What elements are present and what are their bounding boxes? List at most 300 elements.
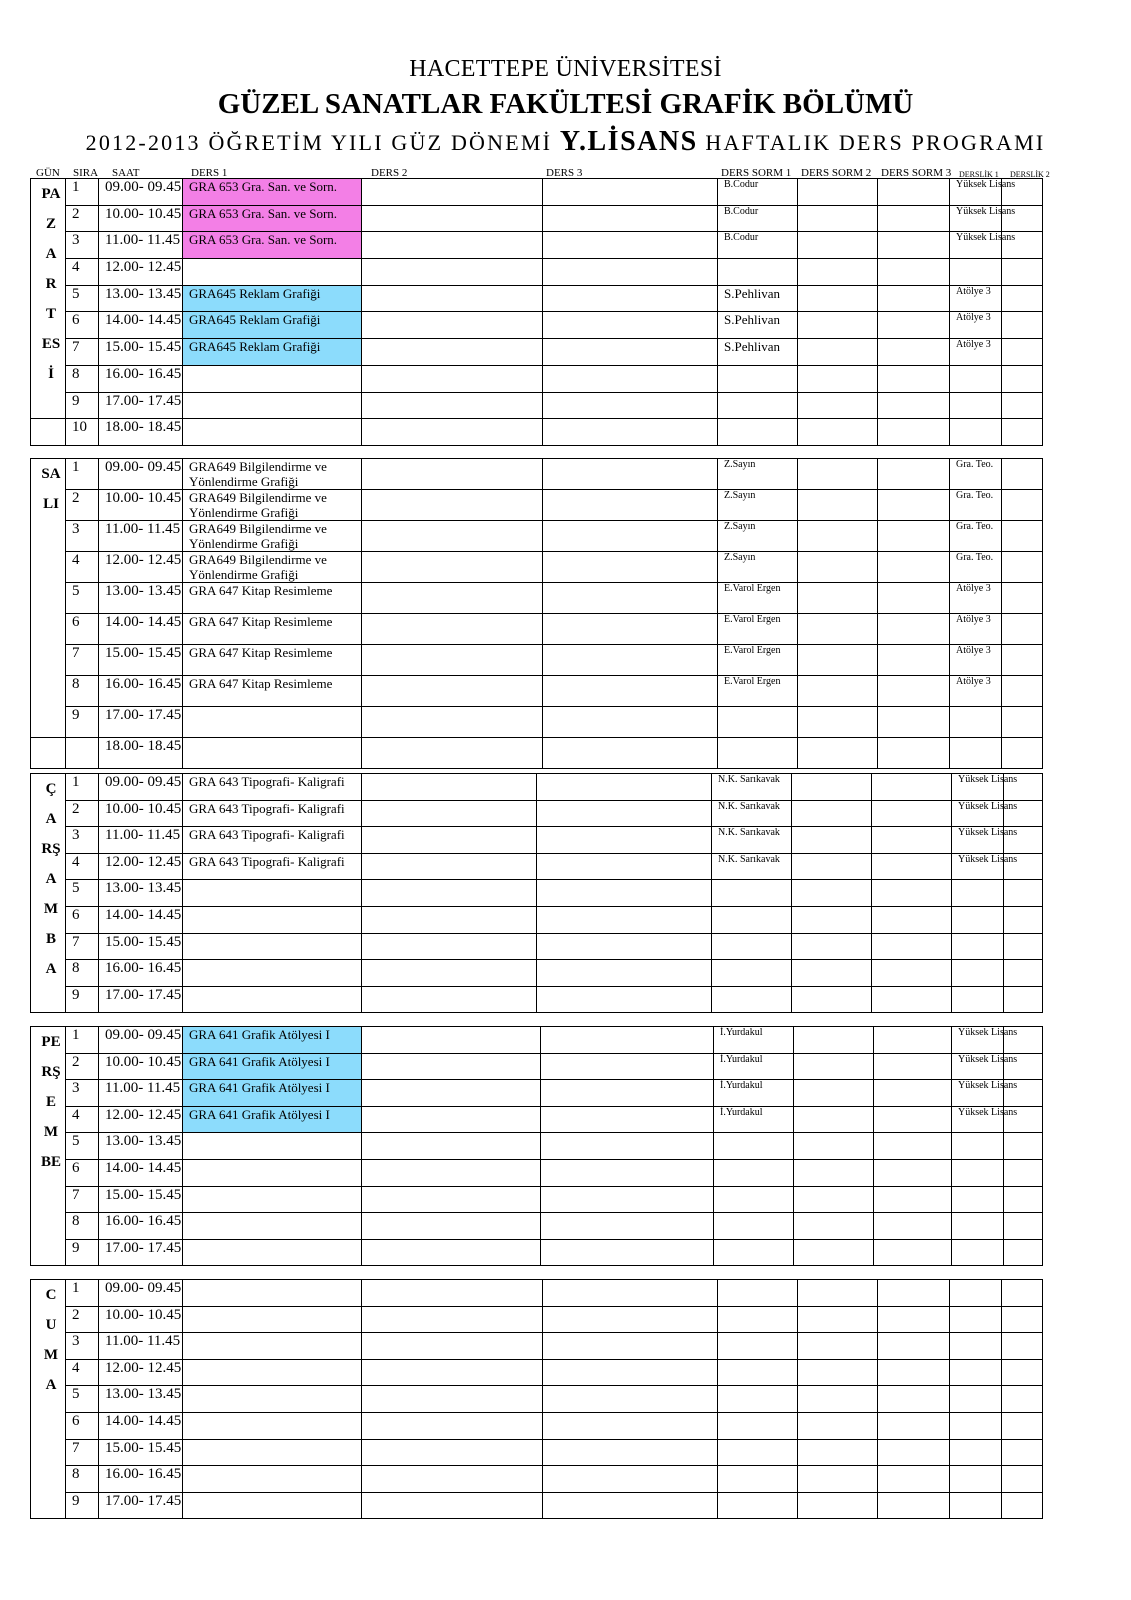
- teacher-cell-3: [878, 1439, 950, 1466]
- teacher-cell: [718, 1306, 798, 1333]
- slot-time: 10.00- 10.45: [99, 1306, 183, 1333]
- course-cell-2: [362, 339, 543, 366]
- slot-time: 09.00- 09.45: [99, 179, 183, 206]
- room-cell: Yüksek Lisans: [950, 232, 1002, 259]
- day-table-4: [30, 1026, 1043, 1266]
- course-cell-2: [362, 800, 537, 827]
- day-name: CUMA: [43, 1287, 59, 1393]
- teacher-cell-3: [878, 1412, 950, 1439]
- slot-time: 13.00- 13.45: [99, 1386, 183, 1413]
- teacher-cell-2: [792, 853, 872, 880]
- teacher-cell: [718, 419, 798, 446]
- slot-time: 15.00- 15.45: [99, 933, 183, 960]
- room-cell-2: [1002, 1280, 1043, 1307]
- room-cell: [952, 906, 1004, 933]
- teacher-cell-3: [878, 1466, 950, 1493]
- col-header-sorm1: DERS SORM 1: [721, 167, 792, 179]
- teacher-cell: S.Pehlivan: [718, 339, 798, 366]
- col-header-ders2: DERS 2: [371, 167, 408, 179]
- slot-time: 13.00- 13.45: [99, 880, 183, 907]
- course-cell: [183, 285, 362, 312]
- course-cell: [183, 906, 362, 933]
- slot-time: 13.00- 13.45: [99, 285, 183, 312]
- course-name: GRA649 Bilgilendirme ve Yönlendirme Grafiği: [189, 490, 327, 520]
- teacher-cell: E.Varol Ergen: [718, 583, 798, 614]
- slot-time: 09.00- 09.45: [99, 774, 183, 801]
- teacher-cell-2: [798, 583, 878, 614]
- col-header-sorm3: DERS SORM 3: [881, 167, 952, 179]
- course-cell-2: [362, 1133, 541, 1160]
- room-cell: Yüksek Lisans: [952, 774, 1004, 801]
- course-cell-3: [543, 552, 718, 583]
- teacher-cell-3: [872, 774, 952, 801]
- teacher-cell-2: [792, 960, 872, 987]
- slot-time: 11.00- 11.45: [99, 521, 183, 552]
- teacher-cell-2: [794, 1239, 874, 1266]
- room-cell-2: [1002, 707, 1043, 738]
- teacher-cell: [718, 1439, 798, 1466]
- teacher-cell: [718, 1386, 798, 1413]
- col-header-derslik2: DERSLİK 2: [1010, 170, 1050, 179]
- teacher-cell-3: [878, 583, 950, 614]
- room-cell-2: [1002, 1439, 1043, 1466]
- course-name: GRA 643 Tipografi- Kaligrafi: [189, 853, 345, 869]
- room-cell: Atölye 3: [950, 645, 1002, 676]
- teacher-cell-2: [794, 1186, 874, 1213]
- room-cell-2: [1002, 1359, 1043, 1386]
- room-cell: Atölye 3: [950, 285, 1002, 312]
- teacher-cell-3: [872, 986, 952, 1013]
- teacher-cell-2: [792, 986, 872, 1013]
- course-cell: [183, 552, 362, 583]
- teacher-cell-3: [878, 179, 950, 206]
- slot-number: 5: [66, 285, 99, 312]
- teacher-cell-2: [794, 1027, 874, 1054]
- slot-number: 1: [66, 774, 99, 801]
- room-cell: [950, 392, 1002, 419]
- teacher-cell-2: [794, 1213, 874, 1240]
- course-cell-3: [543, 365, 718, 392]
- teacher-cell-3: [878, 614, 950, 645]
- course-name: GRA 641 Grafik Atölyesi I: [189, 1027, 330, 1042]
- room-cell: Atölye 3: [950, 339, 1002, 366]
- slot-number: 4: [66, 853, 99, 880]
- slot-number: 9: [66, 392, 99, 419]
- room-cell: [952, 1159, 1004, 1186]
- course-cell-2: [362, 906, 537, 933]
- course-cell: [183, 853, 362, 880]
- teacher-cell-2: [794, 1106, 874, 1133]
- day-name: PERŞEMBE: [41, 1034, 62, 1170]
- course-cell-3: [543, 676, 718, 707]
- slot-number: 8: [66, 960, 99, 987]
- course-cell-2: [362, 1027, 541, 1054]
- day-table-2: [30, 458, 1043, 769]
- course-cell-2: [362, 738, 543, 769]
- room-cell-2: [1002, 285, 1043, 312]
- course-cell: [183, 880, 362, 907]
- course-cell-2: [362, 1186, 541, 1213]
- course-name: GRA649 Bilgilendirme ve Yönlendirme Grafiği: [189, 521, 327, 551]
- teacher-cell-2: [798, 738, 878, 769]
- course-cell: [183, 645, 362, 676]
- teacher-cell-3: [878, 738, 950, 769]
- teacher-cell-2: [798, 1359, 878, 1386]
- room-cell-2: [1002, 490, 1043, 521]
- room-cell: [952, 933, 1004, 960]
- course-cell-3: [543, 259, 718, 286]
- faculty-title: GÜZEL SANATLAR FAKÜLTESİ GRAFİK BÖLÜMÜ: [217, 88, 914, 120]
- course-name: GRA 643 Tipografi- Kaligrafi: [189, 774, 345, 789]
- course-cell: [183, 738, 362, 769]
- course-cell-2: [362, 986, 537, 1013]
- teacher-cell-3: [874, 1239, 952, 1266]
- course-cell-2: [362, 179, 543, 206]
- table-row: [31, 614, 1043, 645]
- course-cell-2: [362, 1306, 543, 1333]
- slot-time: 10.00- 10.45: [99, 800, 183, 827]
- course-name: GRA645 Reklam Grafiği: [189, 312, 321, 328]
- slot-time: 12.00- 12.45: [99, 552, 183, 583]
- table-row: [31, 1186, 1043, 1213]
- course-cell-2: [362, 645, 543, 676]
- slot-number: 7: [66, 645, 99, 676]
- teacher-cell-3: [874, 1133, 952, 1160]
- slot-time: 16.00- 16.45: [99, 676, 183, 707]
- table-row: [31, 459, 1043, 490]
- course-cell-3: [543, 392, 718, 419]
- course-cell-2: [362, 365, 543, 392]
- course-name: GRA649 Bilgilendirme ve Yönlendirme Grafiği: [189, 552, 327, 582]
- teacher-cell-3: [878, 645, 950, 676]
- slot-number: [66, 738, 99, 769]
- teacher-cell: [714, 1159, 794, 1186]
- room-cell-2: [1002, 1412, 1043, 1439]
- teacher-cell: Z.Sayın: [718, 459, 798, 490]
- slot-number: 5: [66, 880, 99, 907]
- course-cell-3: [537, 933, 712, 960]
- teacher-cell-3: [878, 1306, 950, 1333]
- teacher-cell-2: [798, 521, 878, 552]
- slot-time: 10.00- 10.45: [99, 1053, 183, 1080]
- room-cell: [950, 1412, 1002, 1439]
- slot-time: 10.00- 10.45: [99, 490, 183, 521]
- table-row: [31, 232, 1043, 259]
- teacher-cell-3: [878, 490, 950, 521]
- teacher-cell: [718, 392, 798, 419]
- university-title: HACETTEPE ÜNİVERSİTESİ: [409, 56, 722, 82]
- course-cell: [183, 1106, 362, 1133]
- teacher-cell: [714, 1186, 794, 1213]
- program-title: [0, 126, 1131, 158]
- course-cell-2: [362, 232, 543, 259]
- slot-number: 2: [66, 205, 99, 232]
- course-cell-3: [543, 232, 718, 259]
- course-cell-2: [362, 827, 537, 854]
- room-cell-2: [1004, 880, 1043, 907]
- course-cell-2: [362, 960, 537, 987]
- teacher-cell: Z.Sayın: [718, 490, 798, 521]
- day-name: ÇARŞAMBA: [41, 781, 61, 977]
- slot-number: 8: [66, 676, 99, 707]
- course-cell-2: [362, 1492, 543, 1519]
- day-table-5: [30, 1279, 1043, 1519]
- teacher-cell-3: [872, 933, 952, 960]
- table-row: [31, 179, 1043, 206]
- room-cell-2: [1004, 906, 1043, 933]
- table-row: [31, 800, 1043, 827]
- room-cell-2: [1004, 986, 1043, 1013]
- course-cell-3: [543, 583, 718, 614]
- course-cell-2: [362, 205, 543, 232]
- teacher-cell-2: [798, 179, 878, 206]
- slot-time: 16.00- 16.45: [99, 1466, 183, 1493]
- room-cell: [950, 1306, 1002, 1333]
- table-row: [31, 645, 1043, 676]
- room-cell-2: [1004, 960, 1043, 987]
- room-cell: [950, 259, 1002, 286]
- teacher-cell-2: [798, 365, 878, 392]
- teacher-cell-2: [798, 707, 878, 738]
- slot-number: 3: [66, 521, 99, 552]
- teacher-cell-2: [798, 1492, 878, 1519]
- slot-time: 15.00- 15.45: [99, 645, 183, 676]
- teacher-cell: [712, 880, 792, 907]
- course-name: GRA 641 Grafik Atölyesi I: [189, 1106, 330, 1122]
- course-cell-2: [362, 676, 543, 707]
- course-cell-3: [537, 880, 712, 907]
- course-cell: [183, 1333, 362, 1360]
- course-cell-3: [543, 459, 718, 490]
- teacher-cell-3: [878, 552, 950, 583]
- slot-number: 8: [66, 1213, 99, 1240]
- room-cell-2: [1002, 419, 1043, 446]
- teacher-cell: S.Pehlivan: [718, 312, 798, 339]
- course-cell-3: [543, 179, 718, 206]
- slot-number: 7: [66, 1186, 99, 1213]
- course-cell-2: [362, 880, 537, 907]
- room-cell-2: [1002, 521, 1043, 552]
- teacher-cell-2: [794, 1053, 874, 1080]
- table-row: [31, 738, 1043, 769]
- teacher-cell-2: [798, 232, 878, 259]
- table-row: [31, 1080, 1043, 1107]
- room-cell: [950, 419, 1002, 446]
- slot-number: 3: [66, 1080, 99, 1107]
- teacher-cell-2: [792, 906, 872, 933]
- slot-time: 11.00- 11.45: [99, 827, 183, 854]
- slot-number: 1: [66, 1027, 99, 1054]
- table-row: [31, 1359, 1043, 1386]
- teacher-cell-3: [878, 1280, 950, 1307]
- table-row: [31, 827, 1043, 854]
- teacher-cell: B.Codur: [718, 205, 798, 232]
- course-cell-2: [362, 1280, 543, 1307]
- room-cell-2: [1002, 1466, 1043, 1493]
- teacher-cell-2: [792, 880, 872, 907]
- day-cell-empty: [31, 738, 66, 769]
- table-row: [31, 1386, 1043, 1413]
- teacher-cell: [718, 1280, 798, 1307]
- teacher-cell-3: [874, 1213, 952, 1240]
- teacher-cell-2: [798, 312, 878, 339]
- course-cell-3: [541, 1027, 714, 1054]
- course-cell-3: [541, 1080, 714, 1107]
- course-cell: [183, 1492, 362, 1519]
- teacher-cell-2: [794, 1080, 874, 1107]
- teacher-cell-3: [874, 1027, 952, 1054]
- table-row: [31, 552, 1043, 583]
- teacher-cell-3: [878, 1492, 950, 1519]
- slot-time: 17.00- 17.45: [99, 707, 183, 738]
- course-cell-3: [543, 1492, 718, 1519]
- teacher-cell: İ.Yurdakul: [714, 1080, 794, 1107]
- room-cell: Yüksek Lisans: [952, 853, 1004, 880]
- room-cell-2: [1002, 645, 1043, 676]
- course-cell-3: [537, 960, 712, 987]
- teacher-cell-3: [874, 1186, 952, 1213]
- course-cell-2: [362, 521, 543, 552]
- col-header-gun: GÜN: [36, 167, 60, 179]
- slot-time: 14.00- 14.45: [99, 906, 183, 933]
- teacher-cell: [714, 1133, 794, 1160]
- teacher-cell-3: [878, 205, 950, 232]
- table-row: [31, 1306, 1043, 1333]
- teacher-cell-2: [798, 645, 878, 676]
- day-name: SALI: [41, 466, 61, 512]
- course-cell-2: [362, 1080, 541, 1107]
- slot-time: 09.00- 09.45: [99, 1280, 183, 1307]
- course-cell-2: [362, 853, 537, 880]
- teacher-cell-3: [872, 906, 952, 933]
- course-cell: [183, 707, 362, 738]
- room-cell: Yüksek Lisans: [952, 1053, 1004, 1080]
- course-cell: [183, 1133, 362, 1160]
- course-cell-3: [537, 986, 712, 1013]
- teacher-cell-3: [878, 365, 950, 392]
- day-label: [31, 774, 66, 1013]
- room-cell-2: [1002, 459, 1043, 490]
- teacher-cell-3: [874, 1080, 952, 1107]
- slot-number: 7: [66, 933, 99, 960]
- course-name: GRA 643 Tipografi- Kaligrafi: [189, 800, 345, 816]
- course-cell: [183, 392, 362, 419]
- slot-time: 11.00- 11.45: [99, 1080, 183, 1107]
- day-label: [31, 179, 66, 419]
- course-name: GRA 647 Kitap Resimleme: [189, 676, 333, 691]
- teacher-cell: İ.Yurdakul: [714, 1106, 794, 1133]
- teacher-cell: Z.Sayın: [718, 552, 798, 583]
- table-row: [31, 1213, 1043, 1240]
- course-cell: [183, 205, 362, 232]
- slot-number: 2: [66, 1053, 99, 1080]
- room-cell: Gra. Teo.: [950, 521, 1002, 552]
- course-cell-2: [362, 392, 543, 419]
- course-cell-3: [543, 339, 718, 366]
- course-cell-2: [362, 1386, 543, 1413]
- teacher-cell: [714, 1239, 794, 1266]
- room-cell-2: [1004, 1213, 1043, 1240]
- course-cell: [183, 1466, 362, 1493]
- course-name: GRA 647 Kitap Resimleme: [189, 614, 333, 629]
- course-cell-3: [543, 1359, 718, 1386]
- slot-time: 09.00- 09.45: [99, 459, 183, 490]
- course-cell-3: [537, 827, 712, 854]
- teacher-cell-2: [798, 1466, 878, 1493]
- course-cell-3: [541, 1239, 714, 1266]
- teacher-cell: İ.Yurdakul: [714, 1027, 794, 1054]
- day-label: [31, 1027, 66, 1266]
- slot-number: 7: [66, 1439, 99, 1466]
- slot-number: 6: [66, 1159, 99, 1186]
- course-cell-3: [543, 419, 718, 446]
- teacher-cell-2: [798, 339, 878, 366]
- course-cell-2: [362, 933, 537, 960]
- table-row: [31, 365, 1043, 392]
- teacher-cell: N.K. Sarıkavak: [712, 853, 792, 880]
- term-label: 2012-2013 ÖĞRETİM YILI GÜZ DÖNEMİ: [85, 130, 553, 155]
- course-cell: [183, 259, 362, 286]
- program-label: HAFTALIK DERS PROGRAMI: [705, 130, 1046, 155]
- course-cell-3: [537, 774, 712, 801]
- room-cell: Yüksek Lisans: [952, 1027, 1004, 1054]
- teacher-cell-3: [872, 827, 952, 854]
- teacher-cell: [718, 1412, 798, 1439]
- teacher-cell-2: [792, 774, 872, 801]
- course-cell-2: [362, 459, 543, 490]
- teacher-cell-3: [878, 521, 950, 552]
- degree-label: Y.LİSANS: [559, 126, 698, 157]
- slot-number: 1: [66, 1280, 99, 1307]
- course-cell-3: [543, 1439, 718, 1466]
- room-cell-2: [1004, 1133, 1043, 1160]
- teacher-cell-3: [872, 880, 952, 907]
- table-row: [31, 1159, 1043, 1186]
- room-cell: [952, 1133, 1004, 1160]
- room-cell-2: [1002, 1386, 1043, 1413]
- day-cell-empty: [31, 419, 66, 446]
- room-cell: [950, 1280, 1002, 1307]
- teacher-cell-2: [794, 1159, 874, 1186]
- room-cell: Gra. Teo.: [950, 552, 1002, 583]
- room-cell: [950, 1492, 1002, 1519]
- slot-time: 15.00- 15.45: [99, 339, 183, 366]
- room-cell: [952, 960, 1004, 987]
- teacher-cell-2: [792, 800, 872, 827]
- course-cell-3: [543, 645, 718, 676]
- teacher-cell-2: [798, 1280, 878, 1307]
- teacher-cell-2: [798, 1439, 878, 1466]
- col-header-sira: SIRA: [73, 167, 99, 179]
- course-cell: [183, 1280, 362, 1307]
- teacher-cell-2: [792, 933, 872, 960]
- teacher-cell-3: [878, 392, 950, 419]
- course-cell-2: [362, 1412, 543, 1439]
- room-cell-2: [1002, 1333, 1043, 1360]
- teacher-cell-3: [872, 800, 952, 827]
- course-cell-3: [541, 1106, 714, 1133]
- teacher-cell-3: [872, 853, 952, 880]
- slot-number: 7: [66, 339, 99, 366]
- teacher-cell: E.Varol Ergen: [718, 614, 798, 645]
- table-row: [31, 583, 1043, 614]
- room-cell: Gra. Teo.: [950, 459, 1002, 490]
- course-name: GRA 647 Kitap Resimleme: [189, 645, 333, 660]
- teacher-cell-2: [794, 1133, 874, 1160]
- table-row: [31, 1106, 1043, 1133]
- teacher-cell: E.Varol Ergen: [718, 676, 798, 707]
- slot-time: 13.00- 13.45: [99, 1133, 183, 1160]
